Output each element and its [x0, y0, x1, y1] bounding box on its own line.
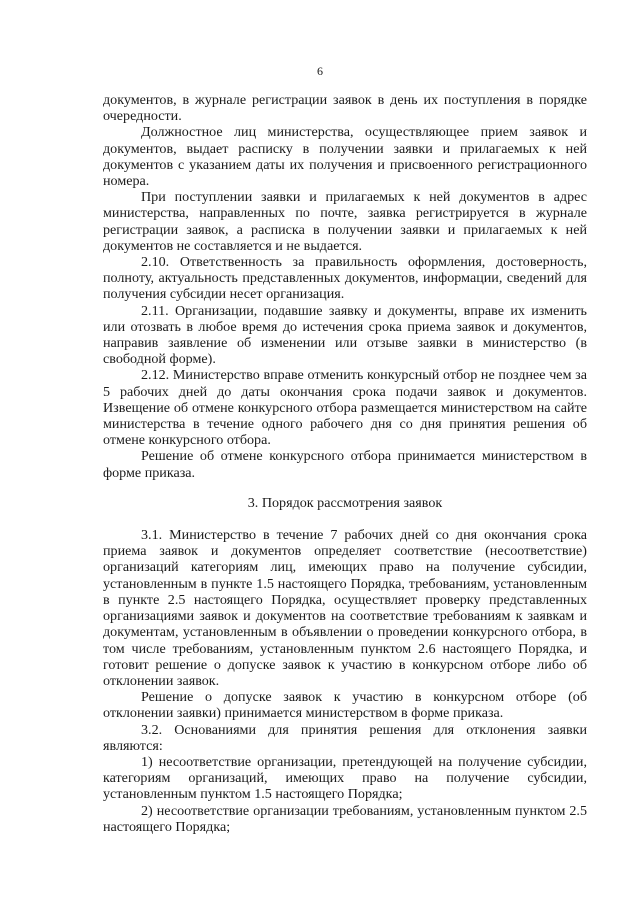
paragraph: 2.11. Организации, подавшие заявку и документы, вправе их изменить или отозвать в любое время до истечения срока приема заявок и документов, направив заявление об изменении или отзыве заявки в министерство (в свободной форме). — [103, 302, 587, 368]
page-number: 6 — [317, 64, 323, 78]
paragraph: Должностное лиц министерства, осуществляющее прием заявок и документов, выдает расписку в получении заявки и прилагаемых к ней документов с указанием даты их получения и присвоенного регистрационного номера. — [103, 124, 587, 190]
paragraph: 3.2. Основаниями для принятия решения для отклонения заявки являются: — [103, 721, 587, 754]
paragraph: 3.1. Министерство в течение 7 рабочих дней со дня окончания срока приема заявок и документов определяет соответствие (несоответствие) организаций категориям лиц, имеющих право на получение субсидии, установленным в пункте 1.5 настоящего Порядка, требованиям, установленным в пункте 2.5 настоящего Порядка, осуществляет проверку представленных организациями заявок и документов на соответствие требованиям к заявкам и документам, установленным в объявлении о проведении конкурсного отбора, в том числе требованиям, установленным пунктом 2.6 настоящего Порядка, и готовит решение о допуске заявок к участию в конкурсном отборе либо об отклонении заявок. — [103, 527, 587, 689]
paragraph: Решение об отмене конкурсного отбора принимается министерством в форме приказа. — [103, 448, 587, 481]
paragraph: 2.12. Министерство вправе отменить конкурсный отбор не позднее чем за 5 рабочих дней до даты окончания срока подачи заявок и документов. Извещение об отмене конкурсного отбора размещается министерством на сайте министерства в течение одного рабочего дня со дня принятия решения об отмене конкурсного отбора. — [103, 367, 587, 449]
list-item: 2) несоответствие организации требованиям, установленным пунктом 2.5 настоящего Порядка; — [103, 802, 587, 835]
paragraph: документов, в журнале регистрации заявок в день их поступления в порядке очередности. — [103, 92, 587, 125]
list-item: 1) несоответствие организации, претендующей на получение субсидии, категориям организаций, имеющих право на получение субсидии, установленным пунктом 1.5 настоящего Порядка; — [103, 753, 587, 803]
paragraph: Решение о допуске заявок к участию в конкурсном отборе (об отклонении заявки) принимается министерством в форме приказа. — [103, 689, 587, 722]
document-body — [103, 92, 587, 835]
section-heading: 3. Порядок рассмотрения заявок — [247, 494, 443, 511]
paragraph: При поступлении заявки и прилагаемых к ней документов в адрес министерства, направленных по почте, заявка регистрируется в журнале регистрации заявок, а расписка в получении заявки и прилагаемых к ней документов не составляется и не выдается. — [103, 189, 587, 254]
paragraph: 2.10. Ответственность за правильность оформления, достоверность, полноту, актуальность представленных документов, информации, сведений для получения субсидии несет организация. — [103, 254, 587, 303]
